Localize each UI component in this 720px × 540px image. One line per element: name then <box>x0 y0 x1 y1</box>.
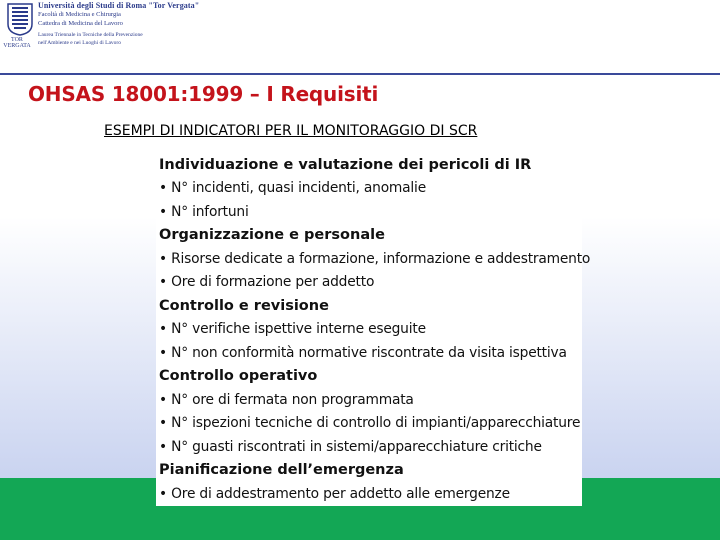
section-heading: Pianificazione dell’emergenza <box>159 462 404 478</box>
slide-title: OHSAS 18001:1999 – I Requisiti <box>28 82 379 106</box>
list-item: • N° guasti riscontrati in sistemi/apparecchiature critiche <box>159 439 542 455</box>
course-line-2: nell'Ambiente e nei Luoghi di Lavoro <box>38 39 122 46</box>
course-line-1: Laurea Triennale in Tecniche della Prevenzione <box>38 32 143 38</box>
section-heading: Individuazione e valutazione dei pericoli di IR <box>159 157 532 173</box>
list-item: • Ore di formazione per addetto <box>159 274 375 290</box>
logo-caption: TOR VERGATA <box>3 37 31 49</box>
slide-subtitle: ESEMPI DI INDICATORI PER IL MONITORAGGIO DI SCR <box>104 123 478 139</box>
indicators-box <box>156 153 591 506</box>
section-heading: Controllo e revisione <box>159 298 329 314</box>
university-header <box>0 0 200 48</box>
list-item: • Ore di addestramento per addetto alle emergenze <box>159 486 510 502</box>
list-item: • N° infortuni <box>159 204 249 220</box>
section-heading: Controllo operativo <box>159 368 318 384</box>
list-item: • N° non conformità normative riscontrate da visita ispettiva <box>159 345 567 361</box>
university-name: Università degli Studi di Roma "Tor Vergata" <box>38 1 200 10</box>
chair-name: Cattedra di Medicina del Lavoro <box>38 19 123 27</box>
list-item: • N° incidenti, quasi incidenti, anomalie <box>159 180 426 196</box>
list-item: • Risorse dedicate a formazione, informazione e addestramento <box>159 251 591 267</box>
university-logo <box>6 2 34 36</box>
list-item: • N° verifiche ispettive interne eseguite <box>159 321 426 337</box>
faculty-name: Facoltà di Medicina e Chirurgia <box>38 11 121 18</box>
section-heading: Organizzazione e personale <box>159 227 385 243</box>
header-divider <box>0 73 720 75</box>
list-item: • N° ispezioni tecniche di controllo di impianti/apparecchiature <box>159 415 581 431</box>
university-text <box>38 0 199 46</box>
list-item: • N° ore di fermata non programmata <box>159 392 414 408</box>
